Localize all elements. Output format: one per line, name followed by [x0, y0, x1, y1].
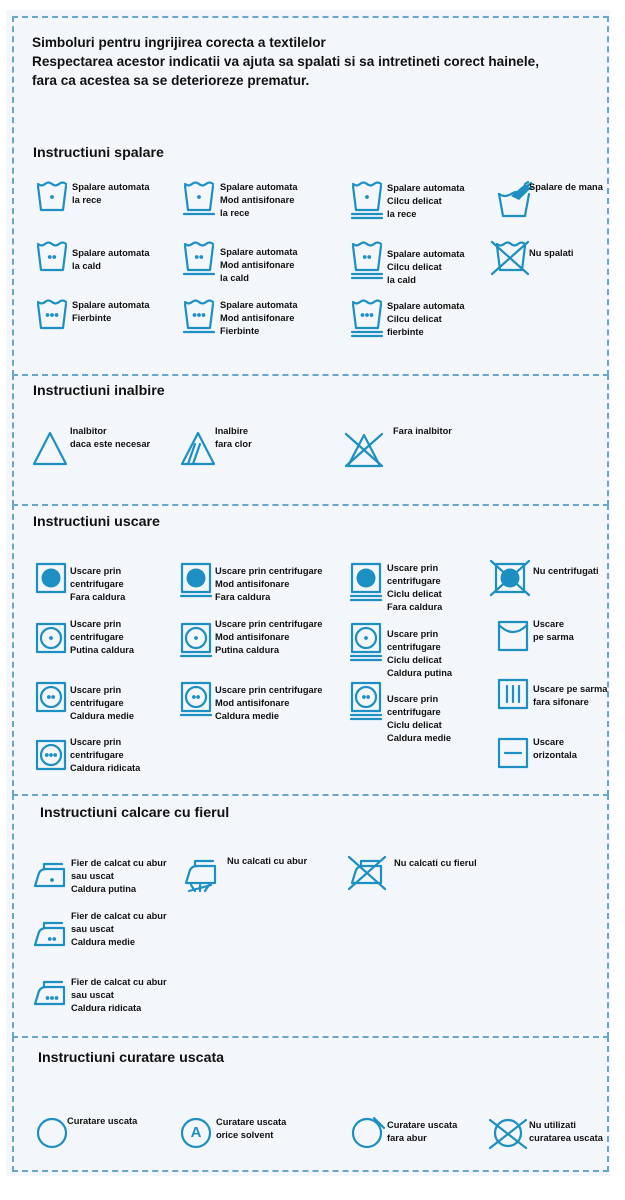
label-line: Uscare pe sarma: [533, 684, 608, 694]
label-line: Mod antisifonare: [215, 698, 290, 708]
label-line: Fara inalbitor: [393, 426, 452, 436]
section-title-ironing: Instructiuni calcare cu fierul: [40, 805, 230, 821]
label-line: Caldura ridicata: [70, 763, 141, 773]
label-line: daca este necesar: [70, 439, 151, 449]
label-line: Nu spalati: [529, 248, 574, 258]
label-line: sau uscat: [71, 990, 114, 1000]
section-title-drying: Instructiuni uscare: [33, 514, 160, 530]
care-symbol-label: [387, 693, 451, 745]
care-symbol-label: [71, 857, 167, 896]
dry-clean-any-solvent-icon: [179, 1116, 219, 1158]
label-line: Caldura ridicata: [71, 1003, 142, 1013]
line-dry-icon: [496, 619, 536, 661]
care-symbol-label: [72, 247, 150, 273]
non-chlorine-bleach-icon: [180, 430, 220, 472]
tumble-dry-permanent-press-low-icon: [179, 621, 219, 663]
label-line: Uscare: [533, 619, 565, 629]
care-symbol-label: [393, 425, 452, 438]
label-line: Curatare uscata: [387, 1120, 458, 1130]
intro-line: fara ca acestea sa se deterioreze prematur.: [32, 73, 310, 88]
label-line: Curatare uscata: [67, 1116, 138, 1126]
dry-flat-icon: [496, 736, 536, 778]
label-line: Spalare automata: [72, 182, 150, 192]
label-line: la cald: [72, 261, 101, 271]
label-line: Nu centrifugati: [533, 566, 599, 576]
label-line: Mod antisifonare: [215, 632, 290, 642]
do-not-wash-icon: [492, 240, 532, 282]
label-line: Curatare uscata: [216, 1117, 287, 1127]
label-line: Spalare automata: [220, 182, 298, 192]
label-line: Cilcu delicat: [387, 196, 442, 206]
machine-wash-warm-permanent-press-icon: [180, 240, 220, 282]
care-symbol-label: [70, 684, 134, 723]
care-symbol-label: [529, 247, 573, 260]
label-line: Mod antisifonare: [220, 260, 295, 270]
do-not-tumble-dry-icon: [493, 561, 533, 603]
label-line: Ciclu delicat: [387, 720, 442, 730]
machine-wash-hot-gentle-icon: [348, 298, 388, 340]
label-line: fara clor: [215, 439, 252, 449]
label-line: la cald: [220, 273, 249, 283]
care-symbol-label: [533, 618, 574, 644]
label-line: sau uscat: [71, 924, 114, 934]
label-line: Inalbitor: [70, 426, 107, 436]
label-line: Uscare prin: [70, 737, 122, 747]
label-line: pe sarma: [533, 632, 574, 642]
label-line: curatarea uscata: [529, 1133, 603, 1143]
bleach-when-needed-icon: [32, 430, 72, 472]
label-line: Fierbinte: [220, 326, 260, 336]
do-not-iron-icon: [349, 855, 389, 897]
care-symbol-label: [70, 736, 140, 775]
drip-dry-icon: [496, 677, 536, 719]
tumble-dry-permanent-press-medium-icon: [179, 680, 219, 722]
machine-wash-hot-icon: [33, 298, 73, 340]
machine-wash-hot-permanent-press-icon: [180, 298, 220, 340]
iron-high-icon: [32, 976, 72, 1018]
label-line: Caldura medie: [71, 937, 136, 947]
label-line: Fierbinte: [72, 313, 112, 323]
care-symbol-label: [529, 1119, 603, 1145]
care-symbol-label: [215, 684, 322, 723]
care-symbol-label: [533, 736, 577, 762]
care-symbol-label: [387, 300, 465, 339]
iron-low-icon: [32, 858, 72, 900]
label-line: orizontala: [533, 750, 577, 760]
label-line: Uscare: [533, 737, 565, 747]
label-line: Mod antisifonare: [215, 579, 290, 589]
label-line: la rece: [72, 195, 102, 205]
label-line: orice solvent: [216, 1130, 274, 1140]
care-symbol-label: [216, 1116, 286, 1142]
section-title-washing: Instructiuni spalare: [33, 145, 164, 161]
label-line: Spalare automata: [387, 249, 465, 259]
care-symbol-label: [220, 181, 298, 220]
tumble-dry-no-heat-icon: [34, 561, 74, 603]
machine-wash-warm-gentle-icon: [348, 240, 388, 282]
solvent-letter: A: [190, 1124, 202, 1141]
label-line: Spalare automata: [220, 300, 298, 310]
care-symbol-label: [533, 683, 607, 709]
label-line: Uscare prin: [387, 694, 439, 704]
label-line: Cilcu delicat: [387, 314, 442, 324]
iron-medium-icon: [32, 917, 72, 959]
label-line: Fara caldura: [215, 592, 271, 602]
care-symbol-label: [220, 299, 298, 338]
care-symbol-label: [215, 565, 322, 604]
label-line: la cald: [387, 275, 416, 285]
tumble-dry-permanent-press-no-heat-icon: [179, 561, 219, 603]
label-line: Uscare prin: [70, 566, 122, 576]
label-line: Fier de calcat cu abur: [71, 911, 167, 921]
label-line: Caldura medie: [387, 733, 452, 743]
care-symbol-label: [72, 181, 150, 207]
machine-wash-warm-icon: [33, 240, 73, 282]
label-line: Mod antisifonare: [220, 313, 295, 323]
label-line: Uscare prin centrifugare: [215, 619, 323, 629]
label-line: Fara caldura: [70, 592, 126, 602]
label-line: sau uscat: [71, 871, 114, 881]
label-line: centrifugare: [387, 642, 441, 652]
do-not-steam-icon: [183, 855, 223, 897]
label-line: Fara caldura: [387, 602, 443, 612]
label-line: Inalbire: [215, 426, 249, 436]
intro-text: [32, 33, 592, 90]
label-line: Uscare prin centrifugare: [215, 566, 323, 576]
label-line: Putina caldura: [70, 645, 135, 655]
care-symbol-label: [387, 248, 465, 287]
tumble-dry-gentle-low-icon: [349, 621, 389, 663]
tumble-dry-medium-icon: [34, 680, 74, 722]
label-line: Spalare automata: [387, 183, 465, 193]
label-line: Spalare automata: [72, 248, 150, 258]
care-symbol-label: [67, 1115, 137, 1128]
section-title-bleach: Instructiuni inalbire: [33, 383, 165, 399]
machine-wash-cold-icon: [33, 180, 73, 222]
label-line: centrifugare: [70, 632, 124, 642]
dry-clean-no-steam-icon: [350, 1116, 390, 1158]
care-symbol-label: [70, 618, 134, 657]
care-symbol-label: [70, 565, 125, 604]
label-line: centrifugare: [387, 576, 441, 586]
label-line: Caldura putina: [387, 668, 453, 678]
page-title: Simboluri pentru ingrijirea corecta a textilelor: [32, 35, 326, 50]
label-line: Ciclu delicat: [387, 589, 442, 599]
label-line: Spalare de mana: [529, 182, 603, 192]
label-line: Nu calcati cu fierul: [394, 858, 477, 868]
care-symbol-label: [70, 425, 150, 451]
label-line: Uscare prin: [70, 685, 122, 695]
label-line: Uscare prin: [387, 629, 439, 639]
machine-wash-cold-permanent-press-icon: [180, 180, 220, 222]
care-symbol-label: [215, 425, 252, 451]
label-line: Nu calcati cu abur: [227, 856, 308, 866]
care-symbol-label: [394, 857, 477, 870]
do-not-dry-clean-icon: [490, 1116, 530, 1158]
label-line: centrifugare: [70, 698, 124, 708]
label-line: centrifugare: [70, 750, 124, 760]
tumble-dry-gentle-no-heat-icon: [349, 561, 389, 603]
label-line: Fier de calcat cu abur: [71, 858, 167, 868]
care-symbol-label: [71, 976, 167, 1015]
care-symbol-label: [529, 181, 603, 194]
label-line: fierbinte: [387, 327, 424, 337]
label-line: centrifugare: [387, 707, 441, 717]
machine-wash-cold-gentle-icon: [348, 180, 388, 222]
label-line: Fier de calcat cu abur: [71, 977, 167, 987]
label-line: Caldura medie: [215, 711, 280, 721]
label-line: Uscare prin: [70, 619, 122, 629]
label-line: fara sifonare: [533, 697, 589, 707]
label-line: Spalare automata: [72, 300, 150, 310]
label-line: Cilcu delicat: [387, 262, 442, 272]
care-symbol-label: [387, 562, 442, 614]
label-line: Nu utilizati: [529, 1120, 576, 1130]
label-line: la rece: [220, 208, 250, 218]
tumble-dry-high-icon: [34, 738, 74, 780]
label-line: Uscare prin: [387, 563, 439, 573]
care-symbol-label: [71, 910, 167, 949]
label-line: la rece: [387, 209, 417, 219]
care-symbol-label: [220, 246, 298, 285]
care-symbol-label: [215, 618, 322, 657]
care-symbol-label: [387, 628, 452, 680]
care-symbol-label: [533, 565, 599, 578]
care-symbol-label: [227, 855, 307, 868]
intro-line: Respectarea acestor indicatii va ajuta sa spalati si sa intretineti corect hainele,: [32, 54, 539, 69]
label-line: Putina caldura: [215, 645, 280, 655]
label-line: fara abur: [387, 1133, 427, 1143]
care-symbol-label: [387, 182, 465, 221]
section-title-dryclean: Instructiuni curatare uscata: [38, 1050, 225, 1066]
label-line: Caldura putina: [71, 884, 137, 894]
label-line: Uscare prin centrifugare: [215, 685, 323, 695]
label-line: Caldura medie: [70, 711, 135, 721]
do-not-bleach-icon: [346, 432, 386, 474]
care-symbol-label: [72, 299, 150, 325]
tumble-dry-low-icon: [34, 621, 74, 663]
label-line: Spalare automata: [387, 301, 465, 311]
label-line: Ciclu delicat: [387, 655, 442, 665]
label-line: Mod antisifonare: [220, 195, 295, 205]
label-line: centrifugare: [70, 579, 124, 589]
care-symbol-label: [387, 1119, 457, 1145]
tumble-dry-gentle-medium-icon: [349, 680, 389, 722]
label-line: Spalare automata: [220, 247, 298, 257]
